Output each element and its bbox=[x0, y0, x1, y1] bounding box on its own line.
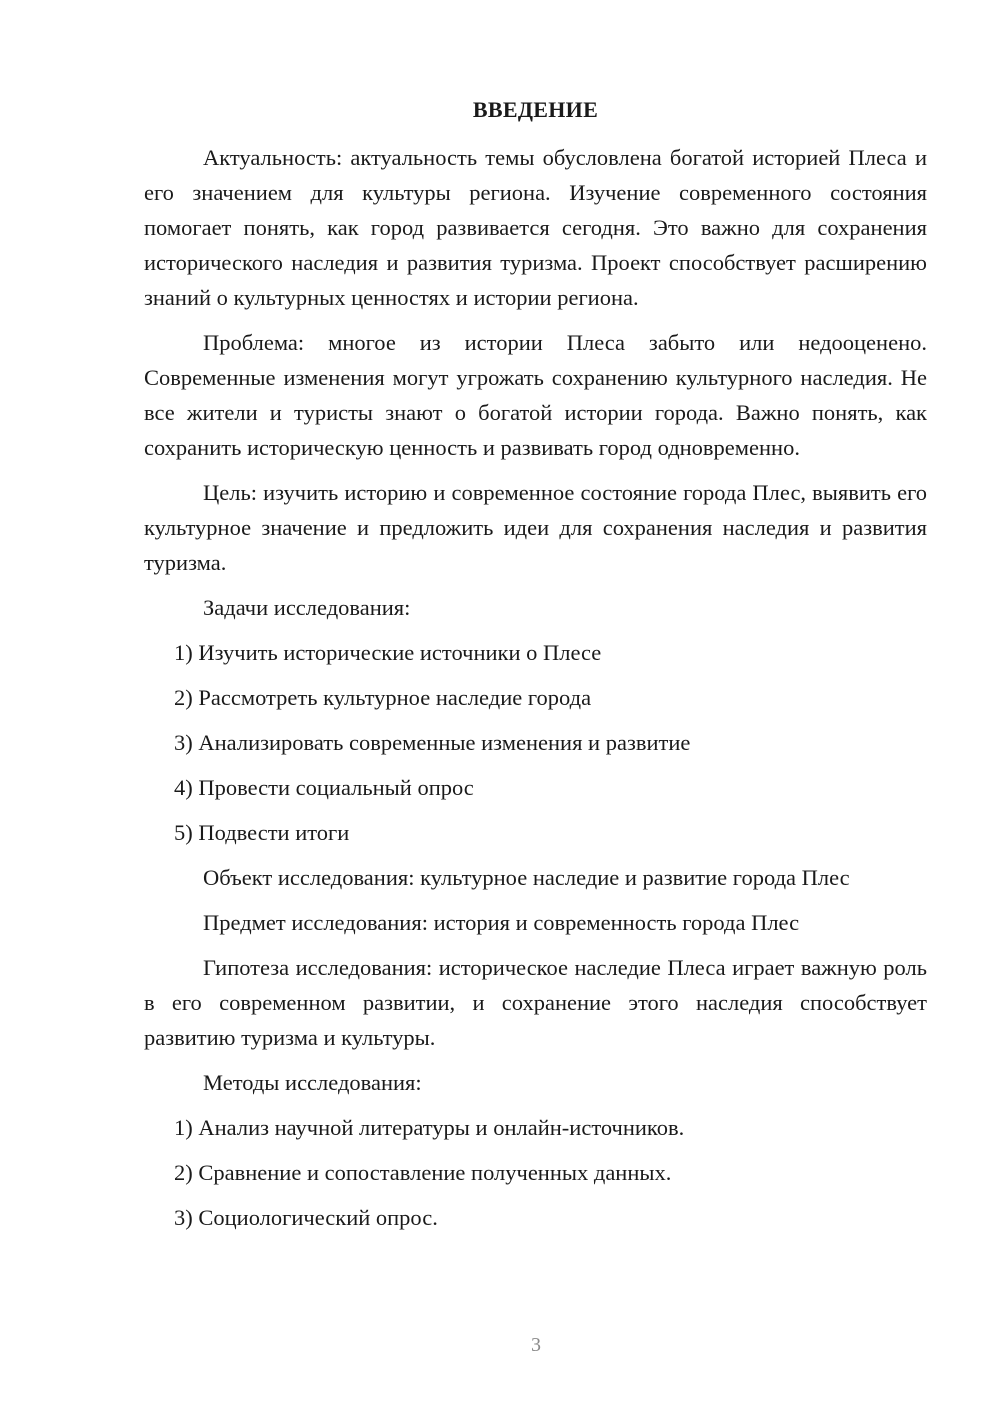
subject-line: Предмет исследования: история и современность города Плес bbox=[203, 910, 800, 935]
goal-paragraph: Цель: изучить историю и современное состояние города Плес, выявить его культурное значение и предложить идеи для сохранения наследия и развития туризма. bbox=[144, 480, 927, 575]
relevance-paragraph: Актуальность: актуальность темы обусловлена богатой историей Плеса и его значением для культуры региона. Изучение современного состояния помогает понять, как город развивается сегодня. Это важно для сохранения исторического наследия и развития туризма. Проект способствует расширению знаний о культурных ценностях и истории региона. bbox=[144, 145, 927, 310]
page-number: 3 bbox=[531, 1334, 541, 1356]
page-title: ВВЕДЕНИЕ bbox=[472, 97, 599, 122]
page-content bbox=[144, 90, 927, 1245]
list-item: 3) Социологический опрос. bbox=[174, 1205, 438, 1230]
problem-paragraph: Проблема: многое из истории Плеса забыто или недооценено. Современные изменения могут угрожать сохранению культурного наследия. Не все жители и туристы знают о богатой истории города. Важно понять, как сохранить историческую ценность и развивать город одновременно. bbox=[144, 330, 927, 460]
tasks-list bbox=[144, 635, 927, 850]
tasks-heading: Задачи исследования: bbox=[203, 595, 411, 620]
list-item: 2) Рассмотреть культурное наследие города bbox=[174, 685, 592, 710]
methods-list bbox=[144, 1110, 927, 1235]
list-item: 1) Анализ научной литературы и онлайн-источников. bbox=[174, 1115, 685, 1140]
methods-heading: Методы исследования: bbox=[203, 1070, 422, 1095]
list-item: 1) Изучить исторические источники о Плесе bbox=[174, 640, 602, 665]
list-item: 5) Подвести итоги bbox=[174, 820, 350, 845]
object-line: Объект исследования: культурное наследие и развитие города Плес bbox=[203, 865, 850, 890]
list-item: 3) Анализировать современные изменения и развитие bbox=[174, 730, 691, 755]
list-item: 4) Провести социальный опрос bbox=[174, 775, 474, 800]
hypothesis-paragraph: Гипотеза исследования: историческое наследие Плеса играет важную роль в его современном развитии, и сохранение этого наследия способствует развитию туризма и культуры. bbox=[144, 955, 927, 1050]
list-item: 2) Сравнение и сопоставление полученных данных. bbox=[174, 1160, 672, 1185]
